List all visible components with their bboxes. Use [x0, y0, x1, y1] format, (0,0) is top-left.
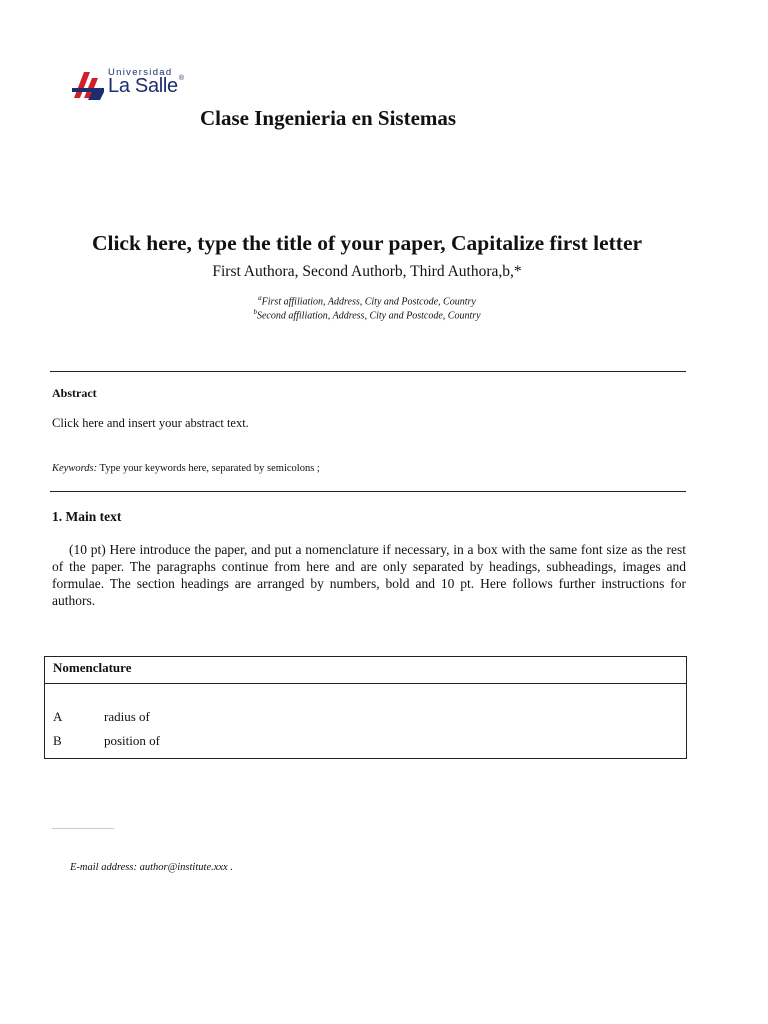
logo-text-la-salle: La Salle®	[108, 75, 184, 97]
divider-top	[50, 371, 686, 372]
la-salle-emblem-icon	[70, 68, 106, 104]
footnote-separator	[52, 828, 114, 829]
paper-authors[interactable]: First Authora, Second Authorb, Third Authora,b,*	[212, 263, 522, 280]
divider-bottom	[50, 491, 686, 492]
keywords-line	[52, 463, 320, 474]
paper-title[interactable]: Click here, type the title of your paper, Capitalize first letter	[91, 231, 643, 255]
nomenclature-meaning: position of	[104, 733, 160, 748]
nomenclature-row	[53, 709, 150, 725]
section-heading: 1. Main text	[52, 509, 122, 524]
university-logo	[70, 66, 190, 106]
logo-text-universidad: Universidad	[108, 67, 173, 78]
abstract-heading: Abstract	[52, 386, 97, 400]
affiliation-a: $^a$First affiliation, Address, City and Postcode, Country	[258, 294, 476, 308]
nomenclature-heading: Nomenclature	[53, 660, 132, 675]
course-title: Clase Ingenieria en Sistemas	[200, 106, 457, 130]
keywords-label: Keywords:	[52, 463, 98, 474]
abstract-text[interactable]: Click here and insert your abstract text.	[52, 416, 249, 430]
footnote-email: E-mail address: author@institute.xxx .	[70, 862, 233, 873]
nomenclature-meaning: radius of	[104, 709, 150, 724]
nomenclature-divider	[45, 683, 686, 684]
nomenclature-symbol: A	[53, 709, 63, 724]
main-text-paragraph[interactable]: (10 pt) Here introduce the paper, and put a nomenclature if necessary, in a box with the same font size as the rest of the paper. The paragraphs continue from here and are only separated by headings, subheadings, images and formulae. The section headings are arranged by numbers, bold and 10 pt. Here follows further instructions for authors.	[52, 542, 686, 608]
nomenclature-row	[53, 733, 160, 749]
keywords-text[interactable]: Type your keywords here, separated by semicolons ;	[99, 463, 320, 474]
affiliation-b: $^b$Second affiliation, Address, City and Postcode, Country	[253, 308, 481, 322]
nomenclature-box	[44, 656, 687, 759]
nomenclature-symbol: B	[53, 733, 62, 748]
